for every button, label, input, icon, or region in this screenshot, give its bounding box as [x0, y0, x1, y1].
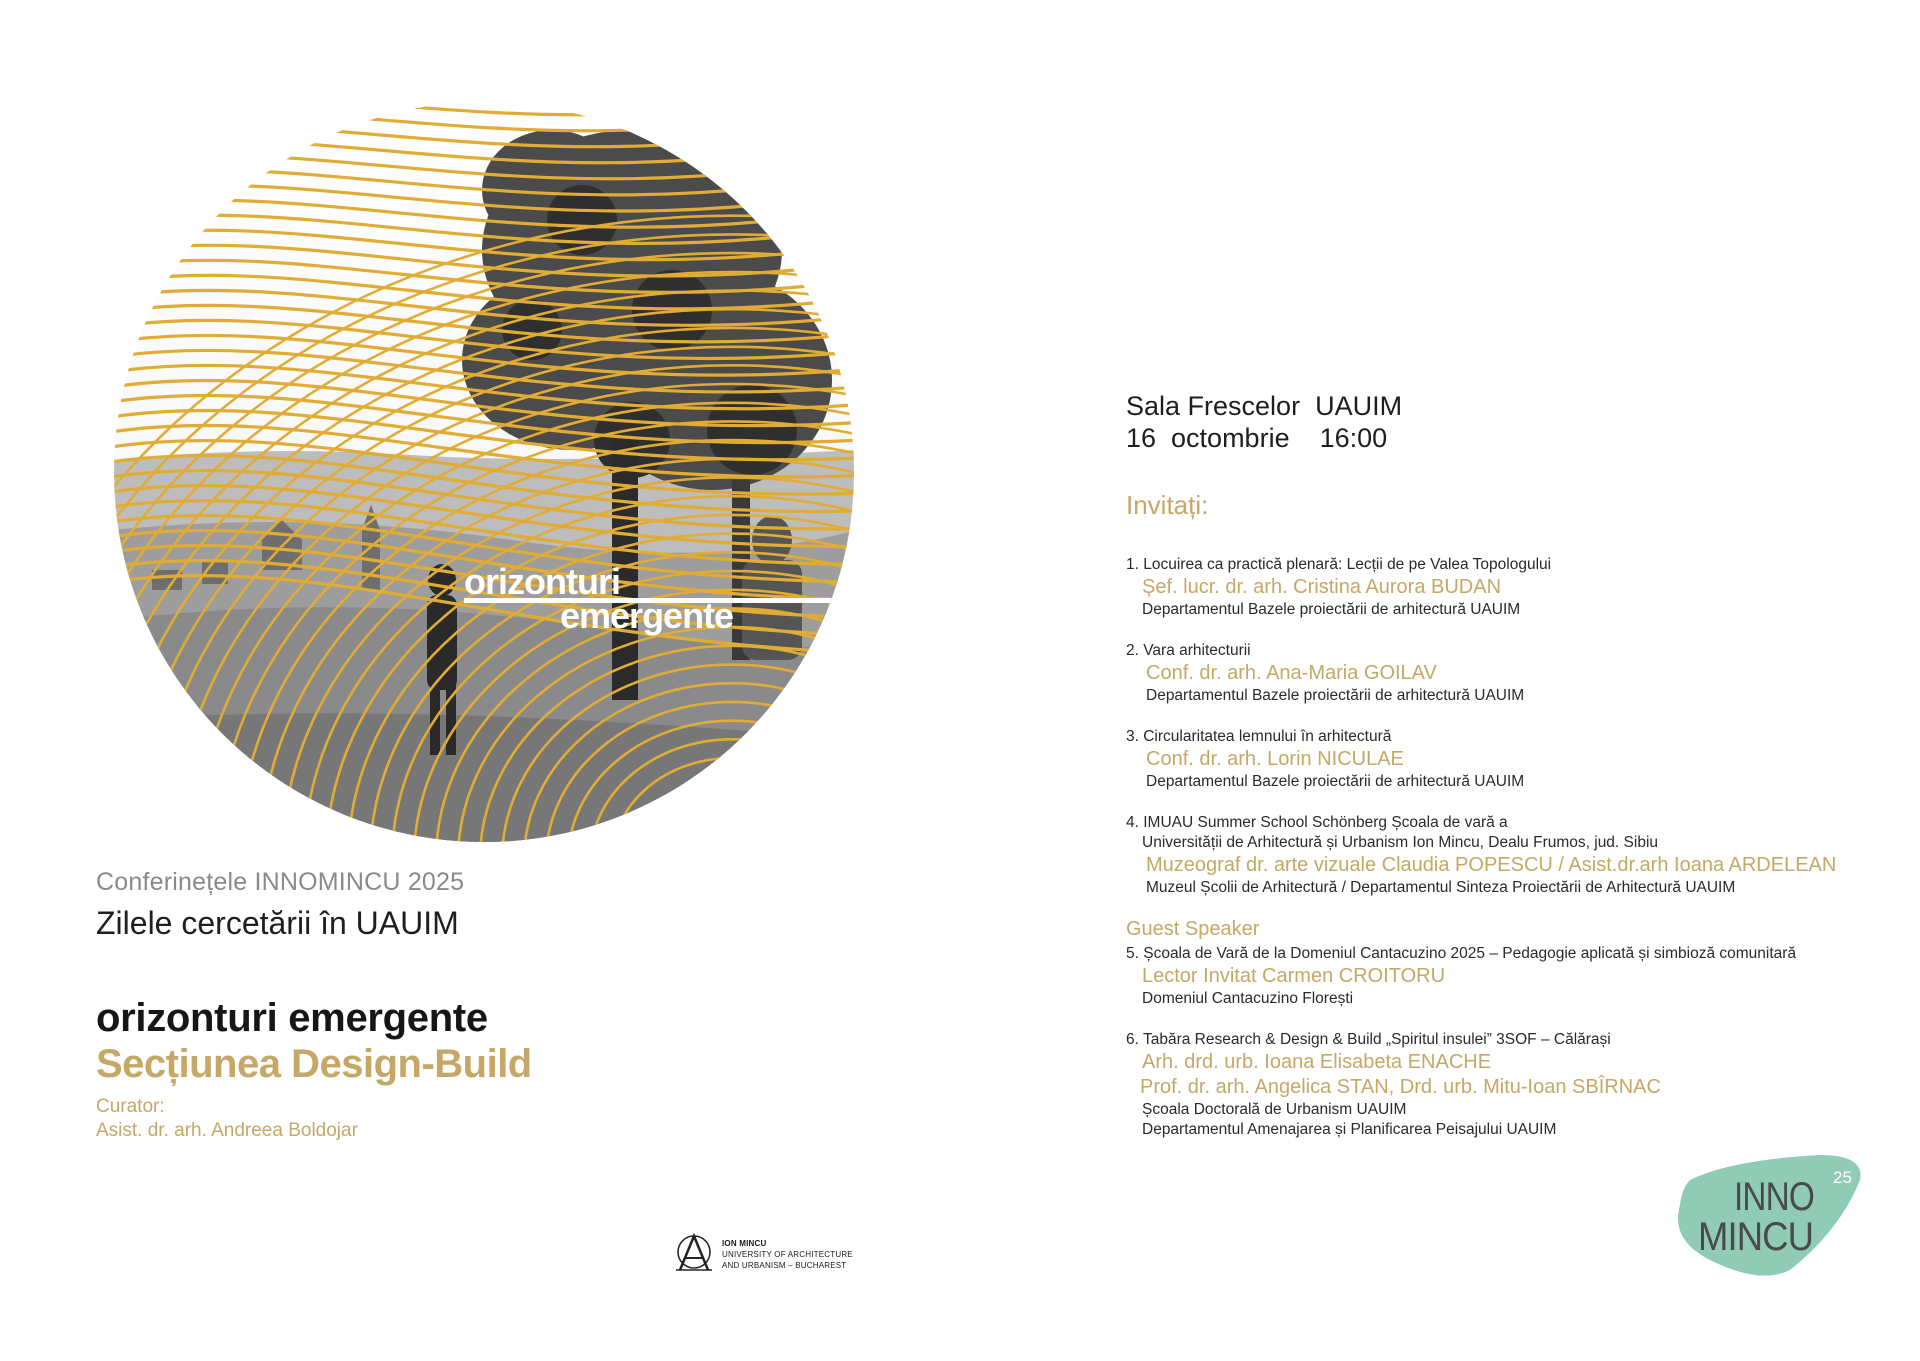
- talk-speaker: Lector Invitat Carmen CROITORU: [1142, 965, 1446, 987]
- innomincu-logo-icon: [1670, 1150, 1870, 1280]
- talk-title: 1. Locuirea ca practică plenară: Lecții de pe Valea Topologului: [1126, 556, 1552, 573]
- venue-datetime: 16 octombrie 16:00: [1126, 423, 1388, 453]
- section-title: Secțiunea Design-Build: [96, 1042, 532, 1086]
- inno-logo-line1: INNO: [1734, 1175, 1814, 1219]
- talk-title: 3. Circularitatea lemnului în arhitectură: [1126, 728, 1392, 745]
- talk-title: 2. Vara arhitecturii: [1126, 642, 1251, 659]
- conference-series: Conferinețele INNOMINCU 2025: [96, 868, 465, 896]
- talk-item-1: [1126, 555, 1886, 620]
- talk-speaker: Șef. lucr. dr. arh. Cristina Aurora BUDAN: [1142, 576, 1502, 598]
- inno-logo-line2: MINCU: [1698, 1215, 1813, 1259]
- event-name: Zilele cercetării în UAUIM: [96, 905, 459, 941]
- talk-department: Departamentul Bazele proiectării de arhitectură UAUIM: [1142, 601, 1521, 618]
- guest-speaker-label: Guest Speaker: [1126, 918, 1260, 940]
- event-circle-graphic: [112, 100, 856, 844]
- overlay-title-line1: orizonturi: [464, 561, 620, 602]
- talk-item-4: [1126, 813, 1886, 898]
- talk-department: Departamentul Bazele proiectării de arhitectură UAUIM: [1146, 687, 1525, 704]
- overlay-title-line2: emergente: [560, 595, 734, 636]
- talk-speaker: Arh. drd. urb. Ioana Elisabeta ENACHE: [1142, 1051, 1492, 1073]
- curator-label: Curator:: [96, 1096, 165, 1117]
- university-name-line2: UNIVERSITY OF ARCHITECTURE: [722, 1250, 853, 1259]
- event-title: orizonturi emergente: [96, 996, 488, 1040]
- talk-title: 6. Tabăra Research & Design & Build „Spiritul insulei” 3SOF – Călărași: [1126, 1031, 1611, 1048]
- talk-department: Departamentul Amenajarea și Planificarea Peisajului UAUIM: [1142, 1121, 1557, 1138]
- talk-item-3: [1126, 727, 1886, 792]
- curator-name: Asist. dr. arh. Andreea Boldojar: [96, 1120, 358, 1141]
- talk-speaker: Conf. dr. arh. Lorin NICULAE: [1146, 748, 1404, 770]
- talk-item-2: [1126, 641, 1886, 706]
- university-name-line1: ION MINCU: [722, 1239, 767, 1248]
- venue-place: Sala Frescelor UAUIM: [1126, 391, 1403, 421]
- talk-department: Școala Doctorală de Urbanism UAUIM: [1142, 1101, 1407, 1118]
- university-name: [722, 1238, 853, 1271]
- talk-department: Muzeul Școlii de Arhitectură / Departamentul Sinteza Proiectării de Arhitectură UAUIM: [1146, 879, 1736, 896]
- talk-speaker: Prof. dr. arh. Angelica STAN, Drd. urb. Mitu-Ioan SBÎRNAC: [1140, 1076, 1661, 1098]
- talk-title: 5. Școala de Vară de la Domeniul Cantacuzino 2025 – Pedagogie aplicată și simbioză comunitară: [1126, 945, 1797, 962]
- talk-item-6: [1126, 1030, 1886, 1140]
- talk-item-5: [1126, 944, 1886, 1009]
- talk-title-continued: Universității de Arhitectură și Urbanism Ion Mincu, Dealu Frumos, jud. Sibiu: [1142, 834, 1659, 851]
- university-name-line3: AND URBANISM – BUCHAREST: [722, 1261, 847, 1270]
- guests-header: Invitați:: [1126, 490, 1209, 520]
- venue-block: [1126, 390, 1402, 454]
- talk-department: Domeniul Cantacuzino Florești: [1142, 990, 1354, 1007]
- talk-speaker: Conf. dr. arh. Ana-Maria GOILAV: [1146, 662, 1437, 684]
- talk-title: 4. IMUAU Summer School Schönberg Școala de vară a: [1126, 814, 1508, 831]
- inno-logo-number: 25: [1833, 1168, 1852, 1187]
- talk-speaker: Muzeograf dr. arte vizuale Claudia POPESCU / Asist.dr.arh Ioana ARDELEAN: [1146, 854, 1837, 876]
- university-emblem-icon: [672, 1232, 716, 1272]
- talk-department: Departamentul Bazele proiectării de arhitectură UAUIM: [1146, 773, 1525, 790]
